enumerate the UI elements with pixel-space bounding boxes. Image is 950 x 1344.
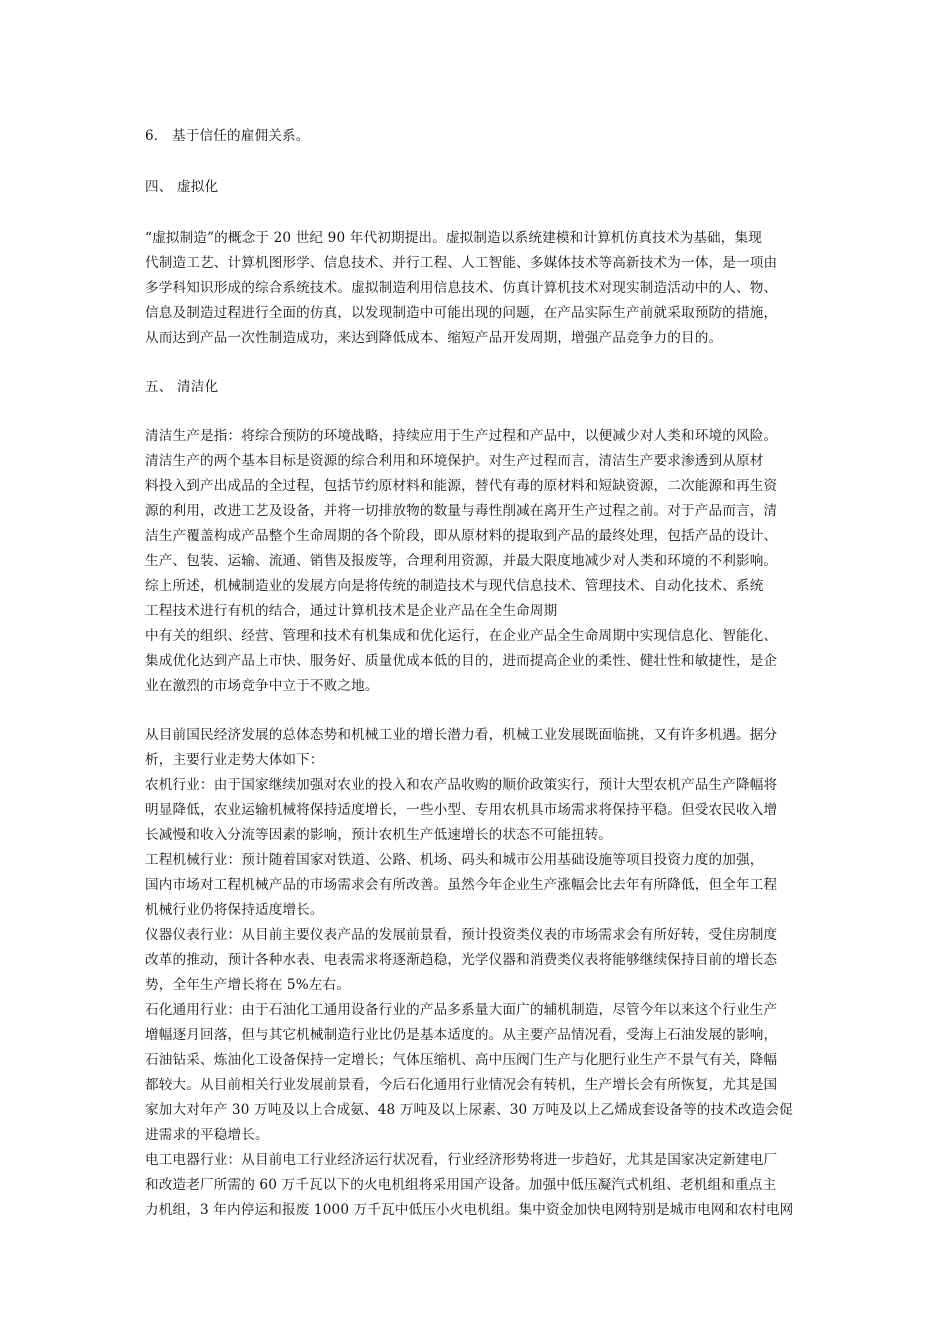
paragraph-line: 增幅逐月回落，但与其它机械制造行业比仍是基本适度的。从主要产品情况看，受海上石油发展的影响， (145, 1027, 778, 1043)
list-item-trust-employment: 6． 基于信任的雇佣关系。 (145, 128, 310, 144)
paragraph-line: 从而达到产品一次性制造成功，来达到降低成本、缩短产品开发周期，增强产品竞争力的目的。 (145, 330, 723, 346)
paragraph-line: 清洁生产的两个基本目标是资源的综合利用和环境保护。对生产过程而言，清洁生产要求渗透到从原材 (145, 453, 764, 469)
paragraph-line: 多学科知识形成的综合系统技术。虚拟制造利用信息技术、仿真计算机技术对现实制造活动中的人、物、 (145, 280, 778, 296)
paragraph-line: 进需求的平稳增长。 (145, 1127, 269, 1143)
paragraph-line: 明显降低，农业运输机械将保持适度增长，一些小型、专用农机具市场需求将保持平稳。但受农民收入增 (145, 802, 778, 818)
paragraph-line: 势，全年生产增长将在 5%左右。 (145, 977, 351, 993)
paragraph-line: 中有关的组织、经营、管理和技术有机集成和优化运行，在企业产品全生命周期中实现信息化、智能化、 (145, 628, 778, 644)
paragraph-line: 电工电器行业：从目前电工行业经济运行状况看，行业经济形势将进一步趋好，尤其是国家决定新建电厂 (145, 1152, 778, 1168)
paragraph-line: 改革的推动，预计各种水表、电表需求将逐渐趋稳，光学仪器和消费类仪表将能够继续保持目前的增长态 (145, 952, 778, 968)
paragraph-line: 源的利用，改进工艺及设备，并将一切排放物的数量与毒性削减在离开生产过程之前。对于产品而言，清 (145, 503, 778, 519)
paragraph-line: 工程机械行业：预计随着国家对铁道、公路、机场、码头和城市公用基础设施等项目投资力度的加强， (145, 852, 764, 868)
paragraph-line: 机械行业仍将保持适度增长。 (145, 902, 324, 918)
paragraph-line: 集成优化达到产品上市快、服务好、质量优成本低的目的，进而提高企业的柔性、健壮性和敏捷性，是企 (145, 653, 778, 669)
paragraph-line: 料投入到产出成品的全过程，包括节约原材料和能源，替代有毒的原材料和短缺资源，二次能源和再生资 (145, 478, 778, 494)
paragraph-line: 长减慢和收入分流等因素的影响，预计农机生产低速增长的状态不可能扭转。 (145, 827, 613, 843)
paragraph-line: 信息及制造过程进行全面的仿真，以发现制造中可能出现的问题，在产品实际生产前就采取预防的措施， (145, 305, 778, 321)
paragraph-line: 析，主要行业走势大体如下： (145, 752, 324, 768)
paragraph-line: 国内市场对工程机械产品的市场需求会有所改善。虽然今年企业生产涨幅会比去年有所降低，但全年工程 (145, 877, 778, 893)
paragraph-line: 清洁生产是指：将综合预防的环境战略，持续应用于生产过程和产品中，以便减少对人类和环境的风险。 (145, 428, 778, 444)
paragraph-line: 农机行业：由于国家继续加强对农业的投入和农产品收购的顺价政策实行，预计大型农机产品生产降幅将 (145, 777, 778, 793)
paragraph-line: “虚拟制造”的概念于 20 世纪 90 年代初期提出。虚拟制造以系统建模和计算机仿真技术为基础，集现 (145, 230, 763, 246)
paragraph-line: 工程技术进行有机的结合，通过计算机技术是企业产品在全生命周期 (145, 603, 558, 619)
section-heading-cleaning: 五、 清洁化 (145, 379, 219, 395)
paragraph-line: 生产、包装、运输、流通、销售及报废等，合理利用资源，并最大限度地减少对人类和环境的不利影响。 (145, 553, 778, 569)
paragraph-line: 洁生产覆盖构成产品整个生命周期的各个阶段，即从原材料的提取到产品的最终处理，包括产品的设计、 (145, 528, 778, 544)
paragraph-line: 力机组，3 年内停运和报废 1000 万千瓦中低压小火电机组。集中资金加快电网特别是城市电网和农村电网 (145, 1202, 794, 1218)
paragraph-line: 仪器仪表行业：从目前主要仪表产品的发展前景看，预计投资类仪表的市场需求会有所好转，受住房制度 (145, 927, 778, 943)
paragraph-line: 业在激烈的市场竞争中立于不败之地。 (145, 678, 379, 694)
paragraph-line: 从目前国民经济发展的总体态势和机械工业的增长潜力看，机械工业发展既面临挑，又有许多机遇。据分 (145, 727, 778, 743)
paragraph-line: 石油钻采、炼油化工设备保持一定增长；气体压缩机、高中压阀门生产与化肥行业生产不景气有关，降幅 (145, 1052, 778, 1068)
paragraph-line: 都较大。从目前相关行业发展前景看，今后石化通用行业情况会有转机，生产增长会有所恢复，尤其是国 (145, 1077, 778, 1093)
paragraph-line: 家加大对年产 30 万吨及以上合成氨、48 万吨及以上尿素、30 万吨及以上乙烯成套设备等的技术改造会促 (145, 1102, 793, 1118)
paragraph-line: 代制造工艺、计算机图形学、信息技术、并行工程、人工智能、多媒体技术等高新技术为一体，是一项由 (145, 255, 778, 271)
section-heading-virtualization: 四、 虚拟化 (145, 179, 219, 195)
paragraph-line: 石化通用行业：由于石油化工通用设备行业的产品多系量大面广的辅机制造，尽管今年以来这个行业生产 (145, 1002, 778, 1018)
paragraph-line: 综上所述，机械制造业的发展方向是将传统的制造技术与现代信息技术、管理技术、自动化技术、系统 (145, 578, 764, 594)
paragraph-line: 和改造老厂所需的 60 万千瓦以下的火电机组将采用国产设备。加强中低压凝汽式机组、老机组和重点主 (145, 1177, 777, 1193)
